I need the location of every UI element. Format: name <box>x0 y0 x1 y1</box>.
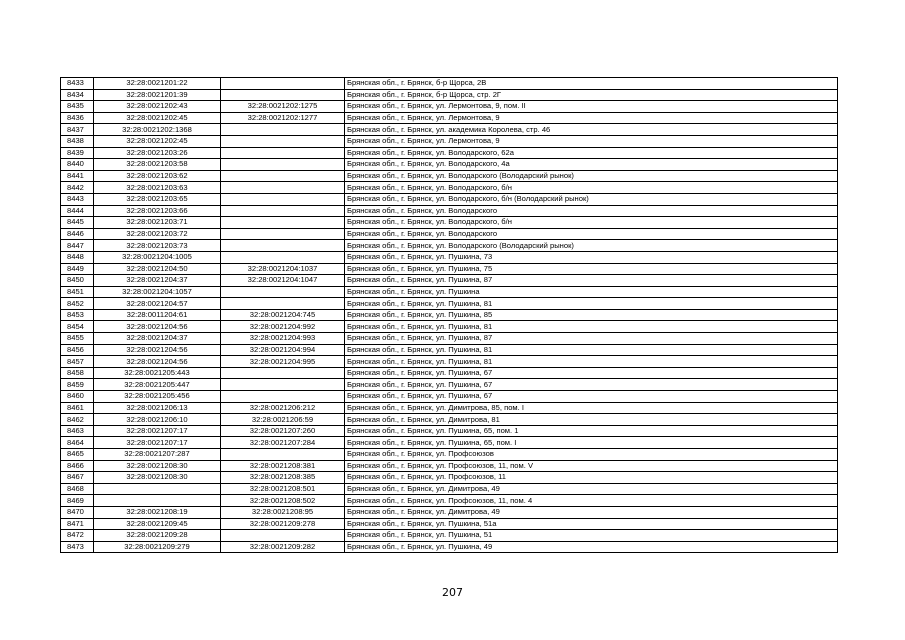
cell-row-number: 8461 <box>61 402 94 414</box>
page-number: 207 <box>442 586 463 599</box>
cell-address: Брянская обл., г. Брянск, ул. Лермонтова, 9 <box>345 112 838 124</box>
cell-row-number: 8460 <box>61 391 94 403</box>
cell-address: Брянская обл., г. Брянск, ул. Пушкина, 73 <box>345 251 838 263</box>
cell-address: Брянская обл., г. Брянск, ул. Профсоюзов, 11 <box>345 472 838 484</box>
cell-cadastral-number: 32:28:0021204:37 <box>94 275 221 287</box>
cell-building-cadastral-number <box>221 391 345 403</box>
cell-cadastral-number: 32:28:0021204:57 <box>94 298 221 310</box>
cell-address: Брянская обл., г. Брянск, ул. Лермонтова, 9 <box>345 135 838 147</box>
table-row <box>61 495 838 507</box>
cell-row-number: 8465 <box>61 449 94 461</box>
cell-address: Брянская обл., г. Брянск, ул. Профсоюзов <box>345 449 838 461</box>
cell-building-cadastral-number: 32:28:0021204:745 <box>221 309 345 321</box>
cell-building-cadastral-number <box>221 367 345 379</box>
cell-building-cadastral-number: 32:28:0021207:284 <box>221 437 345 449</box>
cell-address: Брянская обл., г. Брянск, ул. Володарского <box>345 205 838 217</box>
table-row <box>61 205 838 217</box>
cell-address: Брянская обл., г. Брянск, ул. Пушкина, 65, пом. 1 <box>345 425 838 437</box>
cell-cadastral-number: 32:28:0021204:50 <box>94 263 221 275</box>
cell-building-cadastral-number: 32:28:0021204:993 <box>221 333 345 345</box>
cell-address: Брянская обл., г. Брянск, ул. Пушкина, 81 <box>345 321 838 333</box>
cell-building-cadastral-number <box>221 147 345 159</box>
table-row <box>61 298 838 310</box>
cell-address: Брянская обл., г. Брянск, ул. Пушкина, 81 <box>345 298 838 310</box>
cell-building-cadastral-number <box>221 217 345 229</box>
cell-cadastral-number: 32:28:0021204:56 <box>94 356 221 368</box>
cell-address: Брянская обл., г. Брянск, ул. Пушкина, 85 <box>345 309 838 321</box>
cell-address: Брянская обл., г. Брянск, ул. Володарского, б/н <box>345 217 838 229</box>
cell-row-number: 8458 <box>61 367 94 379</box>
cell-building-cadastral-number: 32:28:0021202:1275 <box>221 101 345 113</box>
cell-cadastral-number: 32:28:0021204:56 <box>94 321 221 333</box>
cell-building-cadastral-number <box>221 135 345 147</box>
cell-building-cadastral-number: 32:28:0021208:95 <box>221 506 345 518</box>
cell-cadastral-number: 32:28:0021202:1368 <box>94 124 221 136</box>
cell-address: Брянская обл., г. Брянск, ул. Пушкина, 87 <box>345 275 838 287</box>
table-row <box>61 101 838 113</box>
table-row <box>61 367 838 379</box>
cell-row-number: 8447 <box>61 240 94 252</box>
cell-address: Брянская обл., г. Брянск, ул. Пушкина <box>345 286 838 298</box>
cell-cadastral-number: 32:28:0021203:72 <box>94 228 221 240</box>
cell-cadastral-number: 32:28:0021202:43 <box>94 101 221 113</box>
table-row <box>61 124 838 136</box>
table-row <box>61 460 838 472</box>
table-row <box>61 506 838 518</box>
table-row <box>61 182 838 194</box>
cell-building-cadastral-number <box>221 286 345 298</box>
table-row <box>61 78 838 90</box>
cell-row-number: 8464 <box>61 437 94 449</box>
cell-row-number: 8467 <box>61 472 94 484</box>
cell-building-cadastral-number: 32:28:0021209:282 <box>221 541 345 553</box>
cell-row-number: 8442 <box>61 182 94 194</box>
cell-cadastral-number: 32:28:0021203:26 <box>94 147 221 159</box>
cell-cadastral-number: 32:28:0021201:39 <box>94 89 221 101</box>
table-row <box>61 159 838 171</box>
table-row <box>61 518 838 530</box>
cell-row-number: 8436 <box>61 112 94 124</box>
cell-address: Брянская обл., г. Брянск, ул. Пушкина, 51 <box>345 530 838 542</box>
cell-address: Брянская обл., г. Брянск, ул. Пушкина, 49 <box>345 541 838 553</box>
cell-building-cadastral-number: 32:28:0021206:212 <box>221 402 345 414</box>
cell-building-cadastral-number: 32:28:0021202:1277 <box>221 112 345 124</box>
table-row <box>61 391 838 403</box>
cell-row-number: 8448 <box>61 251 94 263</box>
cell-building-cadastral-number <box>221 193 345 205</box>
cell-cadastral-number: 32:28:0021205:456 <box>94 391 221 403</box>
cell-row-number: 8454 <box>61 321 94 333</box>
table-row <box>61 379 838 391</box>
cell-cadastral-number: 32:28:0021208:30 <box>94 472 221 484</box>
cell-address: Брянская обл., г. Брянск, б-р Щорса, 2В <box>345 78 838 90</box>
cell-building-cadastral-number <box>221 530 345 542</box>
cell-row-number: 8473 <box>61 541 94 553</box>
cell-row-number: 8435 <box>61 101 94 113</box>
cell-cadastral-number: 32:28:0021209:28 <box>94 530 221 542</box>
cell-building-cadastral-number <box>221 379 345 391</box>
table-row <box>61 147 838 159</box>
table-row <box>61 240 838 252</box>
cell-address: Брянская обл., г. Брянск, ул. Пушкина, 65, пом. I <box>345 437 838 449</box>
table-row <box>61 251 838 263</box>
cell-row-number: 8434 <box>61 89 94 101</box>
cell-building-cadastral-number: 32:28:0021208:501 <box>221 483 345 495</box>
table-row <box>61 275 838 287</box>
cell-address: Брянская обл., г. Брянск, ул. Пушкина, 67 <box>345 367 838 379</box>
cell-cadastral-number: 32:28:0021207:17 <box>94 425 221 437</box>
cell-cadastral-number: 32:28:0021203:65 <box>94 193 221 205</box>
cell-building-cadastral-number <box>221 182 345 194</box>
table-row <box>61 170 838 182</box>
cell-row-number: 8446 <box>61 228 94 240</box>
cell-building-cadastral-number: 32:28:0021204:1037 <box>221 263 345 275</box>
cell-cadastral-number: 32:28:0021204:56 <box>94 344 221 356</box>
property-table <box>60 77 838 553</box>
cell-building-cadastral-number: 32:28:0021208:502 <box>221 495 345 507</box>
cell-row-number: 8445 <box>61 217 94 229</box>
table-row <box>61 414 838 426</box>
cell-address: Брянская обл., г. Брянск, ул. Димитрова, 81 <box>345 414 838 426</box>
cell-address: Брянская обл., г. Брянск, ул. Володарского, 62а <box>345 147 838 159</box>
cell-address: Брянская обл., г. Брянск, ул. Володарского <box>345 228 838 240</box>
cell-address: Брянская обл., г. Брянск, ул. Пушкина, 67 <box>345 391 838 403</box>
cell-row-number: 8441 <box>61 170 94 182</box>
cell-row-number: 8457 <box>61 356 94 368</box>
cell-address: Брянская обл., г. Брянск, ул. Володарского, б/н (Володарский рынок) <box>345 193 838 205</box>
cell-address: Брянская обл., г. Брянск, ул. Пушкина, 87 <box>345 333 838 345</box>
table-row <box>61 483 838 495</box>
table-row <box>61 228 838 240</box>
cell-building-cadastral-number <box>221 228 345 240</box>
cell-address: Брянская обл., г. Брянск, б-р Щорса, стр. 2Г <box>345 89 838 101</box>
cell-row-number: 8453 <box>61 309 94 321</box>
cell-cadastral-number: 32:28:0021205:443 <box>94 367 221 379</box>
cell-building-cadastral-number: 32:28:0021208:385 <box>221 472 345 484</box>
cell-building-cadastral-number: 32:28:0021209:278 <box>221 518 345 530</box>
cell-cadastral-number: 32:28:0021203:71 <box>94 217 221 229</box>
cell-address: Брянская обл., г. Брянск, ул. Димитрова, 49 <box>345 483 838 495</box>
cell-row-number: 8466 <box>61 460 94 472</box>
table-row <box>61 135 838 147</box>
cell-row-number: 8463 <box>61 425 94 437</box>
cell-row-number: 8440 <box>61 159 94 171</box>
cell-cadastral-number: 32:28:0021209:279 <box>94 541 221 553</box>
cell-row-number: 8438 <box>61 135 94 147</box>
cell-address: Брянская обл., г. Брянск, ул. Лермонтова, 9, пом. II <box>345 101 838 113</box>
cell-cadastral-number: 32:28:0021204:1057 <box>94 286 221 298</box>
cell-building-cadastral-number <box>221 89 345 101</box>
cell-building-cadastral-number <box>221 159 345 171</box>
cell-address: Брянская обл., г. Брянск, ул. Димитрова, 85, пом. I <box>345 402 838 414</box>
cell-row-number: 8472 <box>61 530 94 542</box>
table-row <box>61 112 838 124</box>
cell-address: Брянская обл., г. Брянск, ул. Пушкина, 67 <box>345 379 838 391</box>
cell-building-cadastral-number <box>221 449 345 461</box>
cell-cadastral-number: 32:28:0021203:66 <box>94 205 221 217</box>
table-row <box>61 402 838 414</box>
table-row <box>61 309 838 321</box>
cell-cadastral-number: 32:28:0021203:63 <box>94 182 221 194</box>
cell-cadastral-number: 32:28:0021204:1005 <box>94 251 221 263</box>
cell-address: Брянская обл., г. Брянск, ул. Профсоюзов, 11, пом. 4 <box>345 495 838 507</box>
cell-row-number: 8433 <box>61 78 94 90</box>
cell-cadastral-number: 32:28:0021205:447 <box>94 379 221 391</box>
cell-cadastral-number: 32:28:0021203:73 <box>94 240 221 252</box>
cell-cadastral-number: 32:28:0021203:62 <box>94 170 221 182</box>
cell-cadastral-number: 32:28:0021208:30 <box>94 460 221 472</box>
cell-building-cadastral-number <box>221 298 345 310</box>
cell-building-cadastral-number: 32:28:0021204:1047 <box>221 275 345 287</box>
cell-address: Брянская обл., г. Брянск, ул. академика Королева, стр. 46 <box>345 124 838 136</box>
cell-building-cadastral-number <box>221 251 345 263</box>
table-row <box>61 425 838 437</box>
cell-building-cadastral-number: 32:28:0021207:260 <box>221 425 345 437</box>
cell-cadastral-number <box>94 495 221 507</box>
cell-address: Брянская обл., г. Брянск, ул. Пушкина, 81 <box>345 344 838 356</box>
cell-address: Брянская обл., г. Брянск, ул. Пушкина, 75 <box>345 263 838 275</box>
cell-cadastral-number: 32:28:0021201:22 <box>94 78 221 90</box>
cell-row-number: 8468 <box>61 483 94 495</box>
cell-row-number: 8471 <box>61 518 94 530</box>
cell-row-number: 8450 <box>61 275 94 287</box>
cell-address: Брянская обл., г. Брянск, ул. Володарского (Володарский рынок) <box>345 240 838 252</box>
cell-building-cadastral-number: 32:28:0021204:994 <box>221 344 345 356</box>
cell-row-number: 8444 <box>61 205 94 217</box>
cell-cadastral-number: 32:28:0021203:58 <box>94 159 221 171</box>
cell-row-number: 8452 <box>61 298 94 310</box>
cell-cadastral-number: 32:28:0021202:45 <box>94 135 221 147</box>
table-row <box>61 472 838 484</box>
cell-address: Брянская обл., г. Брянск, ул. Пушкина, 81 <box>345 356 838 368</box>
cell-cadastral-number: 32:28:0021204:37 <box>94 333 221 345</box>
cell-address: Брянская обл., г. Брянск, ул. Пушкина, 51а <box>345 518 838 530</box>
table-row <box>61 356 838 368</box>
cell-cadastral-number: 32:28:0021206:13 <box>94 402 221 414</box>
cell-row-number: 8439 <box>61 147 94 159</box>
cell-row-number: 8462 <box>61 414 94 426</box>
cell-building-cadastral-number <box>221 124 345 136</box>
table-row <box>61 193 838 205</box>
cell-cadastral-number: 32:28:0021207:287 <box>94 449 221 461</box>
cell-cadastral-number: 32:28:0021208:19 <box>94 506 221 518</box>
cell-row-number: 8459 <box>61 379 94 391</box>
cell-row-number: 8449 <box>61 263 94 275</box>
table-row <box>61 437 838 449</box>
cell-address: Брянская обл., г. Брянск, ул. Володарского (Володарский рынок) <box>345 170 838 182</box>
table-row <box>61 541 838 553</box>
table-row <box>61 263 838 275</box>
cell-cadastral-number: 32:28:0021202:45 <box>94 112 221 124</box>
cell-building-cadastral-number: 32:28:0021204:992 <box>221 321 345 333</box>
table-row <box>61 449 838 461</box>
cell-building-cadastral-number <box>221 240 345 252</box>
table-row <box>61 321 838 333</box>
cell-building-cadastral-number <box>221 170 345 182</box>
table-row <box>61 333 838 345</box>
table-row <box>61 344 838 356</box>
cell-cadastral-number: 32:28:0021209:45 <box>94 518 221 530</box>
cell-address: Брянская обл., г. Брянск, ул. Володарского, б/н <box>345 182 838 194</box>
table-row <box>61 217 838 229</box>
cell-building-cadastral-number <box>221 205 345 217</box>
cell-address: Брянская обл., г. Брянск, ул. Димитрова, 49 <box>345 506 838 518</box>
cell-building-cadastral-number <box>221 78 345 90</box>
table-row <box>61 530 838 542</box>
cell-cadastral-number <box>94 483 221 495</box>
property-table-body <box>61 78 838 553</box>
cell-building-cadastral-number: 32:28:0021208:381 <box>221 460 345 472</box>
cell-row-number: 8455 <box>61 333 94 345</box>
cell-row-number: 8451 <box>61 286 94 298</box>
cell-building-cadastral-number: 32:28:0021204:995 <box>221 356 345 368</box>
table-row <box>61 286 838 298</box>
cell-row-number: 8469 <box>61 495 94 507</box>
cell-address: Брянская обл., г. Брянск, ул. Профсоюзов, 11, пом. V <box>345 460 838 472</box>
cell-address: Брянская обл., г. Брянск, ул. Володарского, 4а <box>345 159 838 171</box>
cell-cadastral-number: 32:28:0021206:10 <box>94 414 221 426</box>
cell-row-number: 8437 <box>61 124 94 136</box>
cell-row-number: 8470 <box>61 506 94 518</box>
cell-row-number: 8443 <box>61 193 94 205</box>
cell-cadastral-number: 32:28:0011204:61 <box>94 309 221 321</box>
cell-building-cadastral-number: 32:28:0021206:59 <box>221 414 345 426</box>
cell-row-number: 8456 <box>61 344 94 356</box>
cell-cadastral-number: 32:28:0021207:17 <box>94 437 221 449</box>
table-row <box>61 89 838 101</box>
